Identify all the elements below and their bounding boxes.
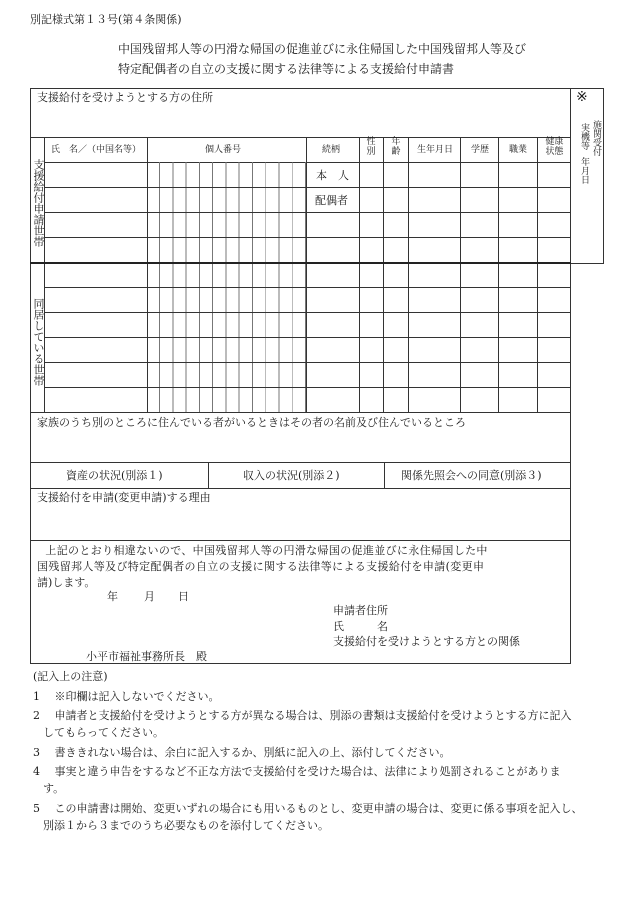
date-month: 月 xyxy=(144,590,155,603)
row-line xyxy=(44,312,571,313)
col-border xyxy=(498,137,499,412)
col-border xyxy=(384,462,385,488)
col-occupation: 職業 xyxy=(509,145,528,155)
cohabiting-household-label: 同居している世帯 xyxy=(32,298,45,386)
col-border xyxy=(537,137,538,412)
col-name: 氏 名／（中国名等） xyxy=(51,145,142,155)
row-line xyxy=(44,387,571,388)
office-use-text-3: 年月日 xyxy=(579,156,589,184)
family-elsewhere-field[interactable] xyxy=(37,432,567,460)
col-personal-number: 個人番号 xyxy=(205,145,242,155)
row-line xyxy=(30,540,571,541)
col-border xyxy=(359,137,360,412)
form-title-line2: 特定配偶者の自立の支援に関する法律等による支援給付申請書 xyxy=(118,62,455,76)
row-line xyxy=(44,212,571,213)
relation-spouse: 配偶者 xyxy=(315,194,348,207)
office-use-mark: ※ xyxy=(576,89,588,105)
applicant-address-label: 申請者住所 xyxy=(333,604,388,617)
row-line xyxy=(44,337,571,338)
declaration-line2: 国残留邦人等及び特定配偶者の自立の支援に関する法律等による支援給付を申請(変更申 xyxy=(37,560,485,573)
col-border xyxy=(383,137,384,412)
applicant-name-label: 氏 名 xyxy=(333,620,388,633)
address-label: 支援給付を受けようとする方の住所 xyxy=(37,91,213,104)
relationship-label: 支援給付を受けようとする方との関係 xyxy=(333,635,520,648)
notes-title: (記入上の注意) xyxy=(33,670,108,683)
col-border xyxy=(408,137,409,412)
note-item: 3 書ききれない場合は、余白に記入するか、別紙に記入の上、添付してください。 xyxy=(33,746,451,759)
note-item: 4 事実と違う申告をするなど不正な方法で支援給付を受けた場合は、法律により処罰されることがありま す。 xyxy=(33,765,561,795)
col-border xyxy=(460,137,461,412)
relation-self: 本 人 xyxy=(316,169,349,182)
col-border xyxy=(306,137,307,412)
row-line xyxy=(30,462,571,463)
attachment-1: 資産の状況(別添１) xyxy=(66,469,163,482)
col-relation: 続柄 xyxy=(322,145,341,155)
col-education: 学歴 xyxy=(471,145,490,155)
reason-field[interactable] xyxy=(37,508,567,538)
row-divider xyxy=(30,137,571,138)
attachment-2: 収入の状況(別添２) xyxy=(243,469,340,482)
col-sex: 性 別 xyxy=(366,137,376,157)
attachment-3: 関係先照会への同意(別添３) xyxy=(401,469,542,482)
form-title-line1: 中国残留邦人等の円滑な帰国の促進並びに永住帰国した中国残留邦人等及び xyxy=(118,42,527,56)
col-birthdate: 生年月日 xyxy=(417,145,454,155)
col-border xyxy=(208,462,209,488)
office-use-text-2: 施関受付 xyxy=(591,120,601,156)
col-age: 年 齢 xyxy=(391,137,401,157)
row-line xyxy=(44,187,571,188)
label-column-border xyxy=(44,137,45,412)
office-use-text-1: 実機等 xyxy=(579,122,589,150)
form-number: 別記様式第１３号(第４条関係) xyxy=(30,13,182,26)
declaration-line1: 上記のとおり相違ないので、中国残留邦人等の円滑な帰国の促進並びに永住帰国した中 xyxy=(34,544,488,557)
row-line xyxy=(44,362,571,363)
note-item: 5 この申請書は開始、変更いずれの場合にも用いるものとし、変更申請の場合は、変更に係る事項を記入し、 別添１から３までのうち必要なものを添付してください。 xyxy=(33,802,583,832)
header-divider xyxy=(44,162,571,163)
row-line xyxy=(44,287,571,288)
note-item: 1 ※印欄は記入しないでください。 xyxy=(33,690,220,703)
section-divider-thick xyxy=(30,262,571,264)
row-line xyxy=(44,237,571,238)
row-line xyxy=(30,488,571,489)
declaration-line3: 請)します。 xyxy=(37,576,96,589)
date-day: 日 xyxy=(178,590,189,603)
applicant-household-label: 支援給付申請世帯 xyxy=(32,159,45,247)
reason-label: 支援給付を申請(変更申請)する理由 xyxy=(37,491,211,504)
addressee: 小平市福祉事務所長 殿 xyxy=(86,650,207,663)
address-field[interactable] xyxy=(100,108,540,134)
family-elsewhere-label: 家族のうち別のところに住んでいる者がいるときはその者の名前及び住んでいるところ xyxy=(37,416,466,429)
col-health: 健康 状態 xyxy=(545,137,564,157)
date-year: 年 xyxy=(107,590,118,603)
row-line xyxy=(30,412,571,413)
note-item: 2 申請者と支援給付を受けようとする方が異なる場合は、別添の書類は支援給付を受けようとする方に記入 してもらってください。 xyxy=(33,709,572,739)
